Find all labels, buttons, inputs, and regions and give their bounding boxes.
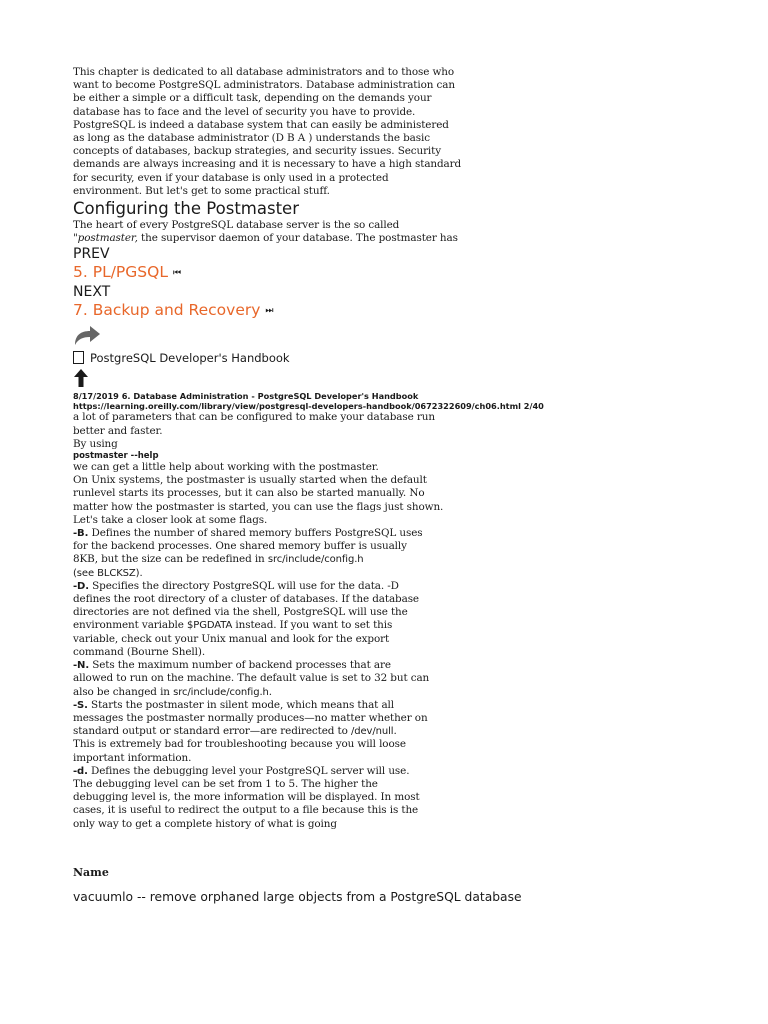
next-chapter-link[interactable] [73, 301, 713, 321]
flag-n-text: also be changed in [73, 685, 174, 698]
flag-s-label: -S. [73, 699, 88, 711]
section-intro-line: The heart of every PostgreSQL database server is the so called [73, 219, 400, 232]
flag-d-label: -D. [73, 580, 89, 592]
name-description: vacuumlo -- remove orphaned large objects from a PostgreSQL database [73, 890, 522, 904]
body-line: better and faster. [73, 424, 163, 437]
intro-line: database has to face and the level of security you have to provide. [73, 105, 416, 118]
name-heading: Name [73, 866, 109, 879]
intro-line: as long as the database administrator (D B A ) understands the basic [73, 132, 430, 145]
flag-dl-line [73, 765, 713, 778]
flag-n-text: Sets the maximum number of backend processes that are [89, 659, 391, 672]
flag-b-line [73, 527, 713, 540]
flag-s-line [73, 725, 713, 738]
body-line: By using [73, 437, 118, 450]
page-content [73, 66, 713, 831]
flag-b-text: Defines the number of shared memory buffers PostgreSQL uses [88, 527, 423, 540]
skip-forward-icon: ⏭ [265, 306, 274, 317]
flag-d-line [73, 619, 713, 632]
handbook-link[interactable] [73, 350, 713, 366]
body-line: On Unix systems, the postmaster is usually started when the default [73, 474, 427, 487]
body-paragraph [73, 461, 713, 831]
print-date-title: 8/17/2019 6. Database Administration - PostgreSQL Developer's Handbook [73, 391, 419, 402]
flag-s-line [73, 699, 713, 712]
flag-n-label: -N. [73, 660, 90, 672]
flag-d-line: defines the root directory of a cluster of databases. If the database [73, 593, 419, 606]
flag-dl-label: -d. [73, 765, 88, 777]
section-intro [73, 219, 713, 245]
book-icon [73, 351, 84, 364]
print-header [73, 391, 713, 411]
flag-dl-line: The debugging level can be set from 1 to 5. The higher the [73, 777, 378, 790]
prev-chapter-title: 5. PL/PGSQL [73, 263, 168, 282]
flag-d-line: command (Bourne Shell). [73, 645, 206, 658]
flag-b-line: for the backend processes. One shared memory buffer is usually [73, 540, 407, 553]
body-line: Let's take a closer look at some flags. [73, 513, 268, 526]
flag-b-text: (see BLCKSZ). [73, 567, 143, 579]
flag-d-line: variable, check out your Unix manual and look for the export [73, 632, 390, 645]
config-path: src/include/config.h [267, 554, 364, 566]
skip-back-icon: ⏮ [172, 268, 182, 279]
config-path: src/include/config.h [173, 686, 269, 698]
body-line: matter how the postmaster is started, you can use the flags just shown. [73, 500, 444, 513]
body-line: a lot of parameters that can be configured to make your database run [73, 411, 435, 424]
flag-s-line: messages the postmaster normally produces—no matter whether on [73, 711, 428, 724]
next-label: NEXT [73, 284, 111, 301]
intro-line: PostgreSQL is indeed a database system that can easily be administered [73, 118, 449, 131]
intro-line: be either a simple or a difficult task, depending on the demands your [73, 92, 432, 105]
intro-line: concepts of databases, backup strategies, and security issues. Security [73, 145, 442, 158]
flag-d-text: Specifies the directory PostgreSQL will use for the data. -D [88, 579, 399, 592]
flag-d-line [73, 580, 713, 593]
pgdata-var: $PGDATA [187, 620, 233, 632]
flag-b-label: -B. [73, 528, 89, 540]
flag-s-line: This is extremely bad for troubleshooting because you will loose [73, 738, 406, 751]
intro-line: want to become PostgreSQL administrators. Database administration can [73, 79, 455, 92]
prev-chapter-link[interactable] [73, 263, 713, 283]
section-heading: Configuring the Postmaster [73, 199, 299, 219]
flag-s-text: Starts the postmaster in silent mode, which means that all [87, 698, 394, 711]
next-chapter-title: 7. Backup and Recovery [73, 301, 261, 320]
flag-dl-text: Defines the debugging level your PostgreSQL server will use. [87, 764, 410, 777]
intro-paragraph [73, 66, 713, 198]
flag-b-line [73, 553, 713, 566]
flag-b-text: 8KB, but the size can be redefined in [73, 553, 268, 566]
flag-n-line [73, 659, 713, 672]
postmaster-term: "postmaster, [73, 232, 138, 245]
flag-dl-line: debugging level is, the more information will be displayed. In most [73, 791, 420, 804]
flag-n-line [73, 686, 713, 699]
flag-dl-line: only way to get a complete history of what is going [73, 817, 337, 830]
up-arrow-icon[interactable] [73, 369, 89, 387]
command-code: postmaster --help [73, 451, 159, 462]
flag-b-line [73, 567, 713, 580]
section-intro-rest: the supervisor daemon of your database. The postmaster has [137, 232, 458, 245]
flag-n-line: allowed to run on the machine. The default value is set to 32 but can [73, 672, 430, 685]
flag-d-text: instead. If you want to set this [232, 619, 393, 632]
intro-line: environment. But let's get to some practical stuff. [73, 184, 330, 197]
prev-label: PREV [73, 246, 110, 263]
flag-d-text: environment variable [73, 619, 187, 632]
intro-line: demands are always increasing and it is necessary to have a high standard [73, 158, 462, 171]
flag-d-line: directories are not defined via the shell, PostgreSQL will use the [73, 606, 408, 619]
flag-n-text: . [268, 685, 272, 698]
body-line: runlevel starts its processes, but it can also be started manually. No [73, 487, 425, 500]
intro-line: This chapter is dedicated to all database administrators and to those who [73, 66, 455, 78]
flag-s-text: standard output or standard error—are redirected to [73, 725, 351, 738]
body-line: we can get a little help about working with the postmaster. [73, 461, 379, 474]
flag-dl-line: cases, it is useful to redirect the output to a file because this is the [73, 804, 419, 817]
handbook-title: PostgreSQL Developer's Handbook [90, 351, 290, 366]
intro-line: for security, even if your database is only used in a protected [73, 171, 389, 184]
flag-s-line: important information. [73, 751, 192, 764]
print-url: https://learning.oreilly.com/library/view/postgresql-developers-handbook/0672322609/ch06.html 2/40 [73, 401, 544, 412]
body-paragraph [73, 411, 713, 451]
dev-null-path: /dev/null [350, 726, 394, 738]
section-intro-line [73, 232, 713, 245]
flag-s-text: . [393, 725, 397, 738]
share-arrow-icon[interactable] [73, 324, 101, 346]
